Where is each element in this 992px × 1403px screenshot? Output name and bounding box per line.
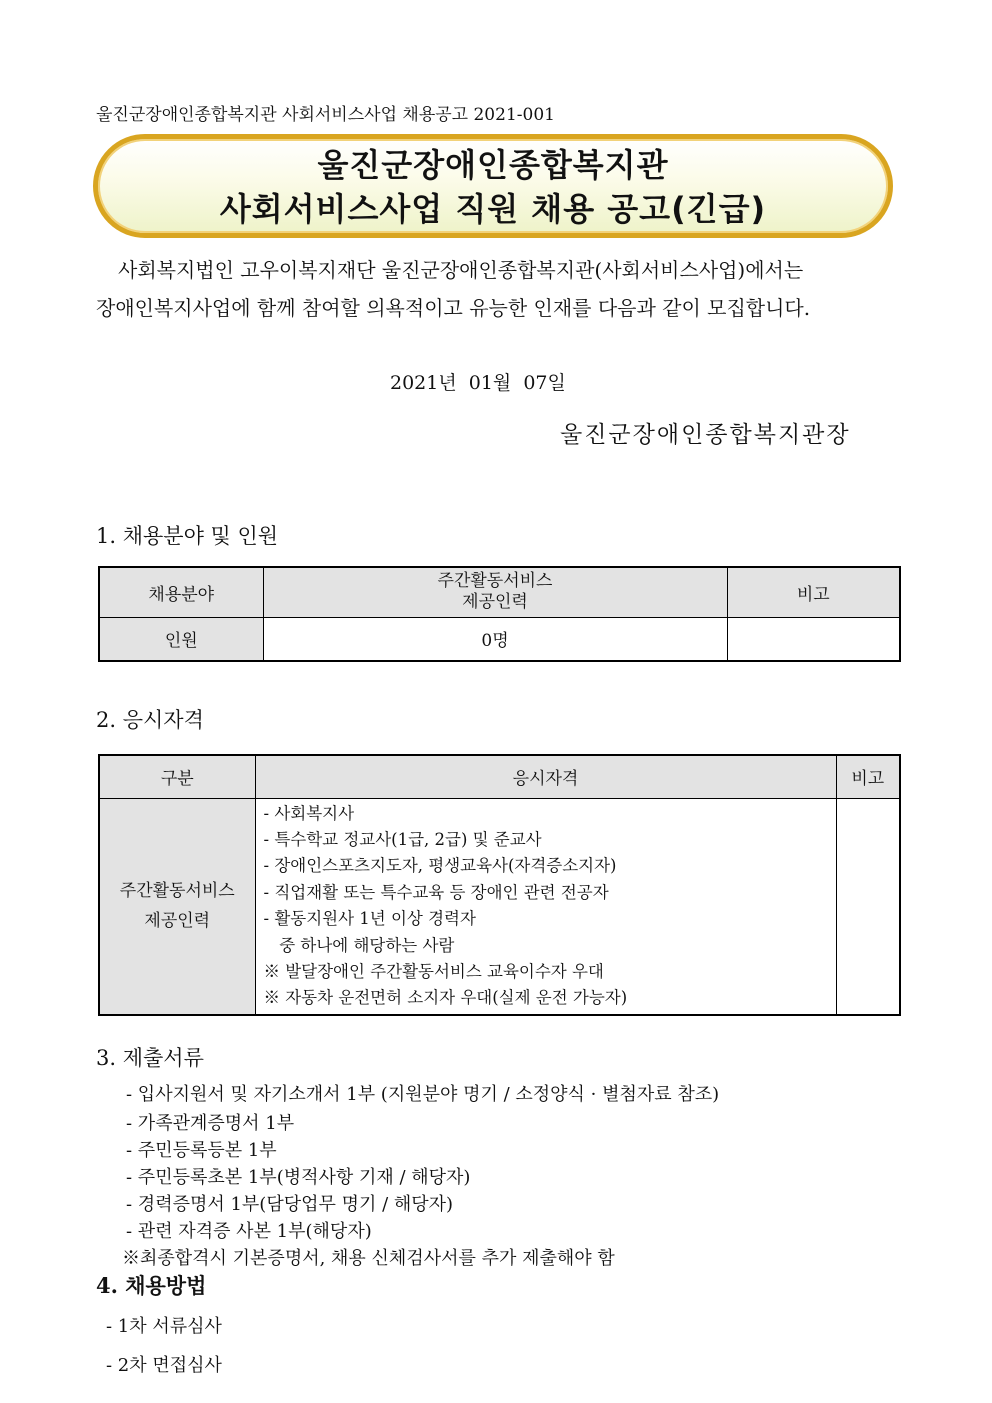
section-heading-method: 4. 채용방법 <box>96 1273 207 1298</box>
intro-line-2: 장애인복지사업에 함께 참여할 의욕적이고 유능한 인재를 다음과 같이 모집합니다. <box>96 296 811 320</box>
qualification-item: ※ 발달장애인 주간활동서비스 교육이수자 우대 <box>263 961 604 981</box>
qualification-item: 중 하나에 해당하는 사람 <box>263 935 455 955</box>
qualification-table <box>98 754 901 1016</box>
count-note <box>727 617 900 661</box>
section-heading-recruitment: 1. 채용분야 및 인원 <box>96 524 279 548</box>
qualification-item: - 특수학교 정교사(1급, 2급) 및 준교사 <box>263 829 542 849</box>
field-line-2: 제공인력 <box>462 592 528 613</box>
category-cell <box>99 798 255 1015</box>
section-heading-documents: 3. 제출서류 <box>96 1046 204 1070</box>
header-note: 비고 <box>836 755 900 798</box>
qualification-item: - 활동지원사 1년 이상 경력자 <box>263 909 476 929</box>
qualification-note <box>836 798 900 1015</box>
director-signature: 울진군장애인종합복지관장 <box>560 422 851 448</box>
intro-line-1: 사회복지법인 고우이복지재단 울진군장애인종합복지관(사회서비스사업)에서는 <box>118 258 804 282</box>
qualification-item: ※ 자동차 운전면허 소지자 우대(실제 운전 가능자) <box>263 988 628 1008</box>
title-banner <box>93 134 893 238</box>
document-item: - 입사지원서 및 자기소개서 1부 (지원분야 명기 / 소정양식 · 별첨자료 참조) <box>126 1084 720 1105</box>
section-heading-qualification: 2. 응시자격 <box>96 708 204 732</box>
title-line-1: 울진군장애인종합복지관 <box>317 146 669 184</box>
header-category: 구분 <box>99 755 255 798</box>
header-qualification: 응시자격 <box>255 755 836 798</box>
document-footnote: ※최종합격시 기본증명서, 채용 신체검사서를 추가 제출해야 함 <box>122 1248 615 1269</box>
header-field: 채용분야 <box>99 567 263 617</box>
document-item: - 관련 자격증 사본 1부(해당자) <box>126 1221 372 1242</box>
announcement-date: 2021년 01월 07일 <box>390 372 566 394</box>
category-line-2: 제공인력 <box>144 911 211 932</box>
document-item: - 주민등록초본 1부(병적사항 기재 / 해당자) <box>126 1167 471 1188</box>
document-item: - 가족관계증명서 1부 <box>126 1113 295 1134</box>
notice-code: 울진군장애인종합복지관 사회서비스사업 채용공고 2021-001 <box>96 105 555 125</box>
qualification-item: - 장애인스포츠지도자, 평생교육사(자격증소지자) <box>263 856 617 876</box>
qualification-list <box>255 798 836 1015</box>
category-line-1: 주간활동서비스 <box>119 881 235 902</box>
title-line-2: 사회서비스사업 직원 채용 공고(긴급) <box>219 190 767 228</box>
document-item: - 주민등록등본 1부 <box>126 1140 277 1161</box>
header-note: 비고 <box>727 567 900 617</box>
header-field-value <box>263 567 727 617</box>
count-value: 0명 <box>263 617 727 661</box>
method-item: - 1차 서류심사 <box>106 1316 222 1337</box>
method-item: - 2차 면접심사 <box>106 1355 222 1376</box>
qualification-item: - 직업재활 또는 특수교육 등 장애인 관련 전공자 <box>263 882 609 902</box>
document-item: - 경력증명서 1부(담당업무 명기 / 해당자) <box>126 1194 454 1215</box>
field-line-1: 주간활동서비스 <box>437 571 553 592</box>
qualification-item: - 사회복지사 <box>263 803 355 823</box>
count-label: 인원 <box>99 617 263 661</box>
recruitment-table <box>98 566 901 662</box>
